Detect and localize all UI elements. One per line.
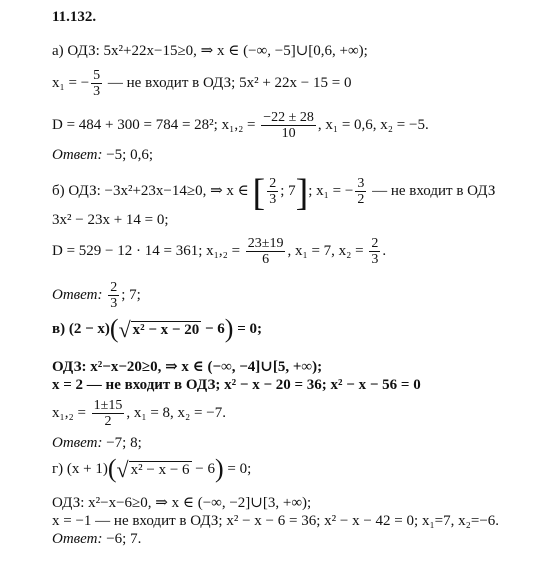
radical-sign: √ [118,316,131,342]
text: . [382,242,387,259]
fraction [246,236,286,267]
numerator: 1±15 [93,398,123,413]
text: — не входит в ОДЗ [368,182,496,199]
text: — не входит в ОДЗ; 5x² + 22x − 15 = 0 [104,74,352,91]
answer-label: Ответ: [52,531,103,547]
denominator: 3 [110,296,118,311]
fraction [261,110,316,141]
radicand: x² − x − 20 [132,321,200,338]
text: − 6 [191,461,215,477]
bracket-open: [ [252,171,266,214]
answer-value: −6; 7. [102,531,142,547]
bracket-close: ] [295,171,309,214]
answer-label: Ответ: [52,147,103,163]
text: г) (x + 1) [52,461,108,477]
sqrt [116,456,192,482]
text: б) ОДЗ: −3x²+23x−14≥0, ⇒ x ∈ [52,182,249,199]
numerator: −22 ± 28 [263,110,314,125]
fraction [355,176,366,207]
paren-close: ) [215,454,224,483]
text: D = 484 + 300 = 784 = 28²; x₁,₂ = [52,116,256,133]
part-a-domain: а) ОДЗ: 5x²+22x−15≥0, ⇒ x ∈ (−∞, −5]∪[0,6, +∞); [52,43,368,59]
radical-sign: √ [116,456,129,482]
part-d-equation [52,454,252,483]
text: = 0; [233,321,263,337]
denominator: 10 [281,126,296,141]
denominator: 2 [104,414,112,429]
answer-label: Ответ: [52,286,103,303]
answer-value: ; 7; [121,286,141,303]
text: x₁,₂ = [52,404,86,421]
numerator: 2 [269,176,277,191]
part-d-check: x = −1 — не входит в ОДЗ; x² − x − 6 = 36; x² − x − 42 = 0; x₁=7, x₂=−6. [52,513,500,529]
denominator: 2 [357,192,365,207]
part-c-equation [52,314,263,343]
part-a-discriminant [52,110,429,141]
fraction [91,68,102,99]
numerator: 23±19 [247,236,284,251]
part-b-domain [52,171,496,214]
text: D = 529 − 12 · 14 = 361; x₁,₂ = [52,242,241,259]
text: = 0; [223,461,252,477]
numerator: 3 [357,176,365,191]
fraction [108,280,119,311]
denominator: 3 [269,192,277,207]
part-d-answer [52,530,141,548]
part-d-domain: ОДЗ: x²−x−6≥0, ⇒ x ∈ (−∞, −2]∪[3, +∞); [52,495,312,511]
fraction [369,236,380,267]
problem-number: 11.132. [52,9,97,25]
part-c-domain: ОДЗ: x²−x−20≥0, ⇒ x ∈ (−∞, −4]∪[5, +∞); [52,359,323,375]
part-a-answer [52,146,153,164]
text: − 6 [201,321,225,337]
denominator: 6 [262,252,270,267]
denominator: 3 [371,252,379,267]
numerator: 5 [93,68,101,83]
sqrt [118,316,202,342]
numerator: 2 [110,280,118,295]
answer-value: −7; 8; [102,435,142,451]
part-b-equation: 3x² − 23x + 14 = 0; [52,212,169,228]
part-b-answer [52,280,141,311]
part-a-root-check [52,68,351,99]
text: , x₁ = 8, x₂ = −7. [126,404,226,421]
radicand: x² − x − 6 [130,461,190,478]
text: x₁ = − [52,74,90,91]
paren-open: ( [109,314,119,343]
text: в) (2 − x) [52,321,110,337]
part-c-roots [52,398,226,429]
part-c-check: x = 2 — не входит в ОДЗ; x² − x − 20 = 36; x² − x − 56 = 0 [52,377,421,393]
part-c-answer [52,434,142,452]
paren-open: ( [107,454,117,483]
numerator: 2 [371,236,379,251]
answer-label: Ответ: [52,435,103,451]
text: , x₁ = 7, x₂ = [287,242,364,259]
fraction [267,176,278,207]
text: , x₁ = 0,6, x₂ = −5. [317,116,429,133]
fraction [92,398,125,429]
part-b-discriminant [52,236,386,267]
denominator: 3 [93,84,101,99]
paren-close: ) [224,314,234,343]
text: ; 7 [280,182,296,199]
text: ; x₁ = − [308,182,354,199]
answer-value: −5; 0,6; [102,147,154,163]
